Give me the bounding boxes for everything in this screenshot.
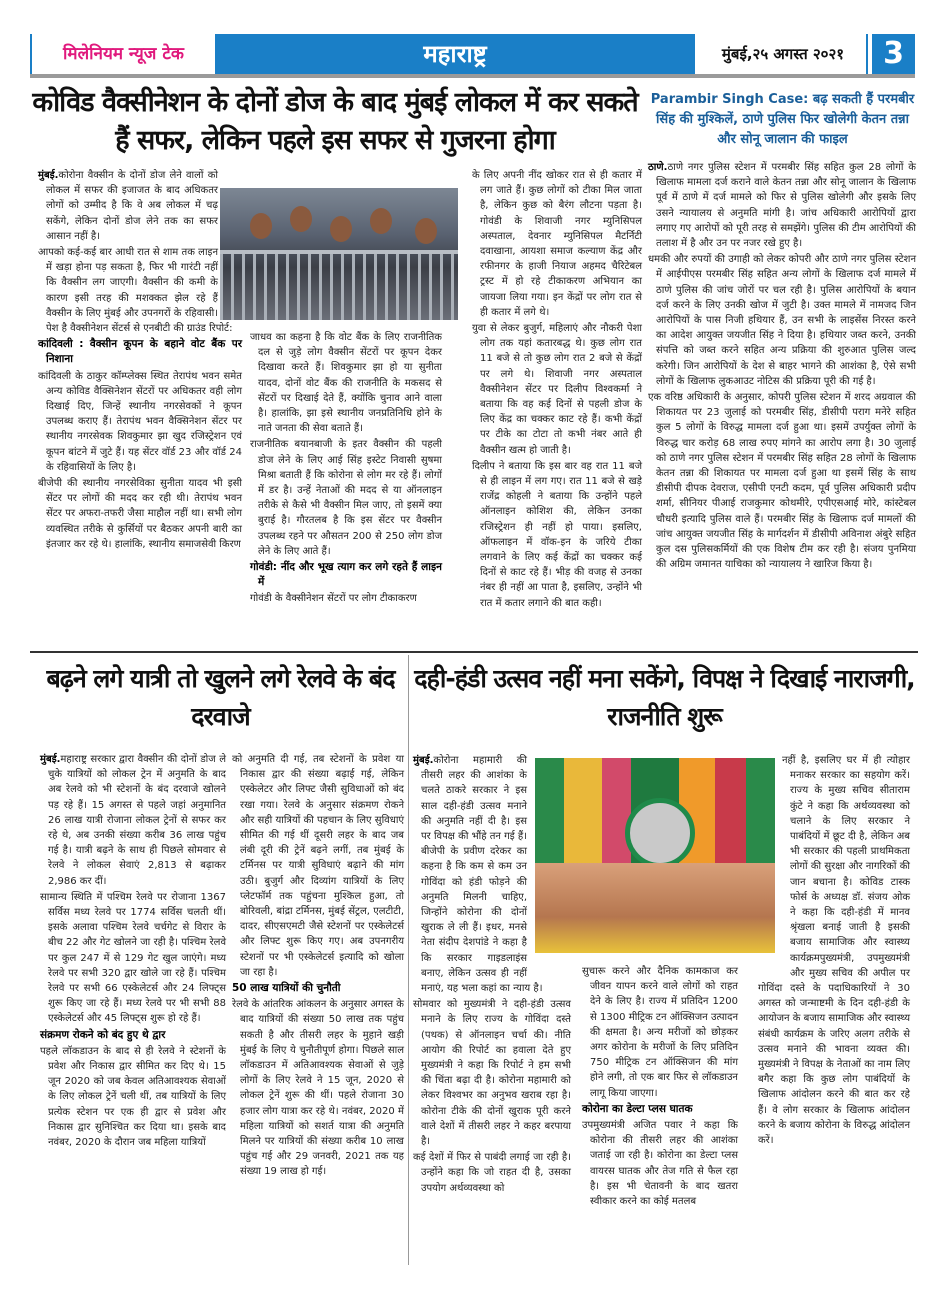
headline-parambir: Parambir Singh Case: बढ़ सकती हैं परमबीर सिंह की मुश्किलें, ठाणे पुलिस फिर खोलेगी केतन तन्ना और सोनू जालान की फाइल (650, 92, 915, 147)
subheading: कांदिवली : वैक्सीन कूपन के बहाने वोट बैंक पर निशाना (38, 338, 242, 366)
story3-column-1 (40, 752, 226, 1151)
paragraph: कई देशों में फिर से पाबंदी लगाई जा रही है। उन्होंने कहा कि जो राहत दी है, उसका उपयोग अर्थव्यवस्था को (413, 1152, 571, 1194)
story4-column-2 (582, 964, 738, 1210)
subheading: गोवंडी: नींद और भूख त्याग कर लगे रहते हैं लाइन में (250, 561, 442, 589)
subheading: 50 लाख यात्रियों की चुनौती (232, 982, 341, 995)
paragraph: सामान्य स्थिति में पश्चिम रेलवे पर रोजाना 1367 सर्विस मध्य रेलवे पर 1774 सर्विस चलती थीं। इसके अलावा पश्चिम रेलवे चर्चगेट से विरार के बीच 22 और गेट खोलने जा रही है। पश्चिम रेलवे पर कुल 247 में से 129 गेट खुल जाएंगे। मध्य रेलवे पर सभी 320 द्वार खोले जा रहे हैं। पश्चिम रेलवे पर सभी 66 एस्केलेटर्स और 24 लिफ्ट्स शुरू किए जा रहे हैं। मध्य रेलवे पर भी सभी 88 एस्केलेटर्स और 45 लिफ्ट्स शुरू हो रहे हैं। (40, 891, 226, 1025)
paragraph: एक वरिष्ठ अधिकारी के अनुसार, कोपरी पुलिस स्टेशन में शरद अग्रवाल की शिकायत पर 23 जुलाई को परमबीर सिंह, डीसीपी पराग मनेरे सहित कुल 5 लोगों के विरुद्ध मामला दर्ज हुआ था। इसमें उपर्युक्त लोगों के विरुद्ध चार करोड़ 68 लाख रुपए मांगने का आरोप लगा है। 30 जुलाई को ठाणे नगर पुलिस स्टेशन में परमबीर सिंह सहित 28 लोगों के खिलाफ केतन तन्ना की शिकायत पर मामला दर्ज हुआ था इसमें सिंह के साथ डीसीपी दीपक देवराज, एसीपी एनटी कदम, पूर्व पुलिस अधिकारी प्रदीप शर्मा, सीनियर पीआई राजकुमार कोथमीरे, एपीएसआई मोरे, कांस्टेबल चौधरी इत्यादि पुलिस वाले हैं। परमबीर सिंह के खिलाफ दर्ज मामलों की जांच आयुक्त जयजीत सिंह के मार्गदर्शन में डीसीपी अविनाश अंबुरे सहित कुल दस पुलिसकर्मियों की एक विशेष टीम कर रही है। संजय पुनमिया की अग्रिम जमानत याचिका को न्यायालय ने खारिज किया है। (648, 392, 916, 571)
story1-column-2 (250, 330, 442, 608)
story4-column-3 (750, 753, 910, 1149)
story4-column-1 (413, 753, 571, 1197)
paragraph: मुंबई.महाराष्ट्र सरकार द्वारा वैक्सीन की दोनों डोज ले चुके यात्रियों को लोकल ट्रेन में अनुमति के बाद अब रेलवे को भी स्टेशनों के बंद दरवाजे खोलने पड़ रहे हैं। 15 अगस्त से पहले जहां अनुमानित 26 लाख यात्री रोजाना लोकल ट्रेनों से सफर कर रहे थे, अब उनकी संख्या करीब 36 लाख पहुंच गई है। यात्री बढ़ने के साथ ही पिछले सोमवार से रेलवे ने लोकल सेवाएं 2,813 से बढ़ाकर 2,986 कर दीं। (40, 754, 226, 887)
dateline: मुंबई,२५ अगस्त २०२१ (721, 45, 845, 63)
paragraph: सुचारू करने और दैनिक कामकाज कर जीवन यापन करने वाले लोगों को राहत देने के लिए है। राज्य में प्रतिदिन 1200 से 1300 मीट्रिक टन ऑक्सिजन उत्पादन की क्षमता है। अन्य मरीजों को छोड़कर अगर कोरोना के मरीजों के लिए प्रतिदिन 750 मीट्रिक टन ऑक्सिजन की मांग होने लगी, तो एक बार फिर से लॉकडाउन लागू किया जाएगा। (582, 966, 738, 1099)
section-divider (30, 651, 918, 653)
paragraph: आपको कई-कई बार आधी रात से शाम तक लाइन में खड़ा होना पड़ सकता है, फिर भी गारंटी नहीं कि वैक्सीन लग जाएगी। वैक्सीन की कमी के कारण इसी तरह की मशक्कत झेल रहे हैं वैक्सीन के लिए मुंबई और उपनगरों के रहिवासी। पेश है वैक्सीनेशन सेंटर्स से एनबीटी की ग्राउंड रिपोर्ट: (38, 247, 233, 335)
paragraph: गोवंडी के वैक्सीनेशन सेंटरों पर लोग टीकाकरण (250, 593, 417, 605)
headline-dahi-handi: दही-हंडी उत्सव नहीं मना सकेंगे, विपक्ष ने दिखाई नाराजगी, राजनीति शुरू (414, 664, 915, 731)
paragraph: मुंबई.कोरोना महामारी की तीसरी लहर की आशंका के चलते ठाकरे सरकार ने इस साल दही-हंडी उत्सव मनाने की अनुमति नहीं दी है। इस पर विपक्ष की भौंहे तन गई हैं। बीजेपी के प्रवीण दरेकर का कहना है कि कम से कम उन गोविंदा को हंडी फोड़ने की अनुमति मिलनी चाहिए, जिन्होंने कोरोना की दोनों खुराक ले ली हैं। इधर, मनसे नेता संदीप देशपांडे ने कहा है कि सरकार गाइडलाइंस बनाए, लेकिन उत्सव ही नहीं मनाएं, यह भला कहां का न्याय है। (413, 755, 543, 995)
column-divider (408, 655, 409, 1265)
story1-column-3 (472, 168, 642, 612)
paragraph: दिलीप ने बताया कि इस बार वह रात 11 बजे से ही लाइन में लग गए। रात 11 बजे से खड़े राजेंद्र कोहली ने बताया कि उन्होंने पहले ऑनलाइन कोशिश की, लेकिन उनका रजिस्ट्रेशन ही नहीं हो पाया। इसलिए, ऑफलाइन में वॉक-इन के जरिये टीका लगवाने के लिए कई केंद्रों का चक्कर कई दिनों से काट रहे हैं। भीड़ की वजह से उनका नंबर ही नहीं आ पाता है, इसलिए, उन्होंने भी रात में कतार लगाने की बात कही। (472, 460, 642, 609)
headline-railway: बढ़ने लगे यात्री तो खुलने लगे रेलवे के बंद दरवाजे (46, 664, 395, 731)
paragraph: के लिए अपनी नींद खोकर रात से ही कतार में लग जाते हैं। कुछ लोगों को टीका मिल जाता है, लेकिन कुछ को बैरंग लौटना पड़ता है। गोवंडी के शिवाजी नगर म्युनिसिपल अस्पताल, देवनार म्युनिसिपल मैटर्निटी दवाखाना, आयशा समाज कल्याण केंद्र और रफीनगर के हाजी नियाज अहमद चैरिटेबल ट्रस्ट में हो रहे टीकाकरण अभियान का जायजा लिया गया। इन केंद्रों पर लोग रात से ही कतार में लगे थे। (472, 170, 642, 318)
paragraph: राजनीतिक बयानबाजी के इतर वैक्सीन की पहली डोज लेने के लिए आई सिंह इस्टेट निवासी सुषमा मिश्रा बताती हैं कि कोरोना से लोग मर रहे हैं। लोगों में डर है। उन्हें नेताओं की मदद से या ऑनलाइन तरीके से कैसे भी वैक्सीन मिल जाए, तो इसमें क्या बुराई है। गौरतलब है कि इस सेंटर पर वैक्सीन उपलब्ध रहने पर औसतन 200 से 250 लोग डोज लेने के लिए आते हैं। (250, 439, 442, 557)
paragraph: कांदिवली के ठाकुर कॉम्प्लेक्स स्थित तेरापंथ भवन समेत अन्य कोविड वैक्सिनेशन सेंटरों पर अधिकतर वही लोग दिखाई दिए, जिन्हें स्थानीय नगरसेवकों ने कूपन उपलब्ध कराए हैं। तेरापंथ भवन वैक्सिनेशन सेंटर पर स्थानीय नगरसेवक शिवकुमार झा खुद रजिस्ट्रेशन एवं कूपन बांटने में जुटे हैं। यह सेंटर वॉर्ड 23 और वॉर्ड 24 के रहिवासियों के लिए है। (38, 370, 242, 473)
headline-vaccination: कोविड वैक्सीनेशन के दोनों डोज के बाद मुंबई लोकल में कर सकते हैं सफर, लेकिन पहले इस सफर से गुजरना होगा (32, 87, 638, 156)
paragraph: ठाणे.ठाणे नगर पुलिस स्टेशन में परमबीर सिंह सहित कुल 28 लोगों के खिलाफ मामला दर्ज कराने वाले केतन तन्ना और सोनू जालान के खिलाफ पूर्व में ठाणे में दर्ज मामले को फिर से पुलिस खोलेगी और इसके लिए उसने न्यायालय से अनुमति मांगी है। जांच अधिकारी आरोपियों द्वारा लगाए गए आरोपों को पूरी तरह से समझेंगे। पुलिस की टीम आरोपियों की तलाश में है और उन पर नजर रखे हुए है। (648, 162, 916, 250)
paragraph: पहले लॉकडाउन के बाद से ही रेलवे ने स्टेशनों के प्रवेश और निकास द्वार सीमित कर दिए थे। 15 जून 2020 को जब केवल अतिआवश्यक सेवाओं के लिए लोकल ट्रेनें चली थीं, तब यात्रियों के लिए प्रत्येक स्टेशन पर एक ही द्वार से प्रवेश और निकास द्वार सुनिश्चित कर दिया था। इसके बाद नवंबर, 2020 के दौरान जब महिला यात्रियों (40, 1045, 226, 1149)
story1-column-1 (38, 168, 242, 553)
paragraph: रेलवे के आंतरिक आंकलन के अनुसार अगस्त के बाद यात्रियों की संख्या 50 लाख तक पहुंच सकती है और तीसरी लहर के मुहाने खड़ी मुंबई के लिए ये चुनौतीपूर्ण होगा। पिछले साल लॉकडाउन में अतिआवश्यक सेवाओं से जुड़े लोगों के लिए रेलवे ने 15 जून, 2020 से लोकल ट्रेनें शुरू की थीं। पहले रोजाना 30 हजार लोग यात्रा कर रहे थे। नवंबर, 2020 में महिला यात्रियों को सशर्त यात्रा की अनुमति मिलने पर यात्रियों की संख्या करीब 10 लाख पहुंच गई और 29 जनवरी, 2021 तक यह संख्या 19 लाख हो गई। (232, 999, 404, 1178)
section-title: महाराष्ट्र (215, 34, 695, 74)
paragraph: जाधव का कहना है कि वोट बैंक के लिए राजनीतिक दल से जुड़े लोग वैक्सीन सेंटरों पर कूपन देकर दिखावा करते हैं। शिवकुमार झा हो या सुनीता यादव, दोनों वोट बैंक की राजनीति के मकसद से सेंटरों पर दिखाई देते हैं, क्योंकि चुनाव आने वाला है। हालांकि, झा इसे स्थानीय जनप्रतिनिधि होने के नाते जनता की सेवा बताते हैं। (250, 332, 442, 435)
paragraph: उपमुख्यमंत्री अजित पवार ने कहा कि कोरोना की तीसरी लहर की आशंका जताई जा रही है। कोरोना का डेल्टा प्लस वायरस घातक और तेज गति से फैल रहा है। इस भी चेतावनी के बाद खतरा स्वीकार करने का कोई मतलब (582, 1120, 738, 1208)
page-number: 3 (868, 34, 915, 74)
subheading: संक्रमण रोकने को बंद हुए थे द्वार (40, 1028, 166, 1041)
vaccine-queue-photo (220, 188, 458, 320)
paragraph: बीजेपी की स्थानीय नगरसेविका सुनीता यादव भी इसी सेंटर पर लोगों की मदद कर रही थी। तेरापंथ भवन सेंटर पर अफरा-तफरी जैसा माहौल नहीं था। सभी लोग व्यवस्थित तरीके से कुर्सियों पर बैठकर अपनी बारी का इंतजार कर रहे थे। हालांकि, स्थानीय समाजसेवी किरण (38, 478, 242, 550)
subheading: कोरोना का डेल्टा प्लस घातक (582, 1102, 693, 1115)
paragraph: सोमवार को मुख्यमंत्री ने दही-हंडी उत्सव मनाने के लिए राज्य के गोविंदा दस्ते (पथक) से ऑनलाइन चर्चा की। नीति आयोग की रिपोर्ट का हवाला देते हुए मुख्यमंत्री ने कहा कि रिपोर्ट ने हम सभी की चिंता बढ़ा दी है। कोरोना महामारी को लेकर विश्वभर का अनुभव खराब रहा है। कोरोना टीके की दोनों खुराक पूरी करने वाले देशों में तीसरी लहर ने कहर बरपाया है। (413, 999, 571, 1148)
paragraph: को अनुमति दी गई, तब स्टेशनों के प्रवेश या निकास द्वार की संख्या बढ़ाई गई, लेकिन एस्केलेटर और लिफ्ट जैसी सुविधाओं को बंद रखा गया। रेलवे के अनुसार संक्रमण रोकने और सही यात्रियों की पहचान के लिए सुविधाएं सीमित की गई थीं दूसरी लहर के बाद जब लंबी दूरी की ट्रेनें बढ़ने लगीं, तब मुंबई के टर्मिनस पर यात्री सुविधाएं बढ़ाने की मांग उठी। बुजुर्ग और दिव्यांग यात्रियों के लिए प्लेटफॉर्म तक पहुंचना मुश्किल हुआ, तो बोरिवली, बांद्रा टर्मिनस, मुंबई सेंट्रल, एलटीटी, दादर, सीएसएमटी जैसे स्टेशनों पर एस्केलेटर्स और लिफ्ट शुरू किए गए। अब उपनगरीय स्टेशनों पर भी एस्केलेटर्स इत्यादि को खोला जा रहा है। (232, 754, 404, 978)
story3-column-2 (232, 752, 404, 1181)
masthead (30, 34, 915, 78)
story2-column (648, 160, 916, 573)
paragraph: नहीं है, इसलिए घर में ही त्योहार मनाकर सरकार का सहयोग करें। राज्य के मुख्य सचिव सीताराम कुंटे ने कहा कि अर्थव्यवस्था को चलाने के लिए सरकार ने पाबंदियों में छूट दी है, लेकिन अब भी सरकार की पहली प्राथमिकता लोगों की सुरक्षा और नागरिकों की जान बचाना है। कोविड टास्क फोर्स के अध्यक्ष डॉ. संजय ओक ने कहा कि दही-हंडी में मानव श्रृंखला बनाई जाती है इसकी बजाय सामाजिक और स्वास्थ्य कार्यक्रमपुख्यमंत्री, उपमुख्यमंत्री और मुख्य सचिव की अपील पर गोविंदा दस्ते के पदाधिकारियों ने 30 अगस्त को जन्माष्टमी के दिन दही-हंडी के आयोजन के बजाय सामाजिक और स्वास्थ्य संबंधी कार्यक्रम के जरिए अलग तरीके से उत्सव मनाने की भावना व्यक्त की। मुख्यमंत्री ने विपक्ष के नेताओं का नाम लिए बगैर कहा कि कुछ लोग पाबंदियों के खिलाफ आंदोलन करने की बात कर रहे हैं। वे लोग सरकार के खिलाफ आंदोलन करने के बजाय कोरोना के विरुद्ध आंदोलन करें। (758, 755, 910, 1147)
paragraph: धमकी और रुपयों की उगाही को लेकर कोपरी और ठाणे नगर पुलिस स्टेशन में आईपीएस परमबीर सिंह सहित अन्य लोगों के खिलाफ दर्ज मामले में ठाणे पुलिस की जांच जोरों पर चल रही है। पुलिस आरोपियों के बयान दर्ज करने के लिए उनकी खोज में जुटी है। उक्त मामले में नामजद जिन आरोपियों के पास निजी हथियार हैं, उन सभी के लाइसेंस निरस्त करने का आदेश आयुक्त जयजीत सिंह ने दिया है। हथियार जब्त करने, उनकी संपत्ति को जब्त करने सहित अन्य प्रक्रिया की शुरुआत पुलिस जल्द करेगी। जिन आरोपियों के देश से बाहर भागने की आशंका है, ऐसे सभी लोगों के खिलाफ लुकआउट नोटिस की प्रक्रिया पूरी की गई है। (648, 254, 916, 387)
paragraph: युवा से लेकर बुजुर्ग, महिलाएं और नौकरी पेशा लोग तक यहां कतारबद्ध थे। कुछ लोग रात 11 बजे से तो कुछ लोग रात 2 बजे से केंद्रों पर लगे थे। शिवाजी नगर अस्पताल वैक्सीनेशन सेंटर पर दिलीप विश्वकर्मा ने बताया कि वह कई दिनों से पहली डोज के लिए केंद्र का चक्कर काट रहे हैं। कभी केंद्रों पर टीके का टोटा तो कभी नंबर आते ही वैक्सीन खत्म हो जाती है। (472, 323, 642, 456)
dahi-handi-photo (535, 758, 775, 953)
newspaper-logo: मिलेनियम न्यूज टेक (30, 34, 215, 74)
paragraph: मुंबई.कोरोना वैक्सीन के दोनों डोज लेने वालों को लोकल में सफर की इजाजत के बाद अधिकतर लोगों को उम्मीद है कि वे अब लोकल में चढ़ सकेंगे, लेकिन दोनों डोज लेने तक का सफर आसान नहीं है। (38, 170, 218, 242)
